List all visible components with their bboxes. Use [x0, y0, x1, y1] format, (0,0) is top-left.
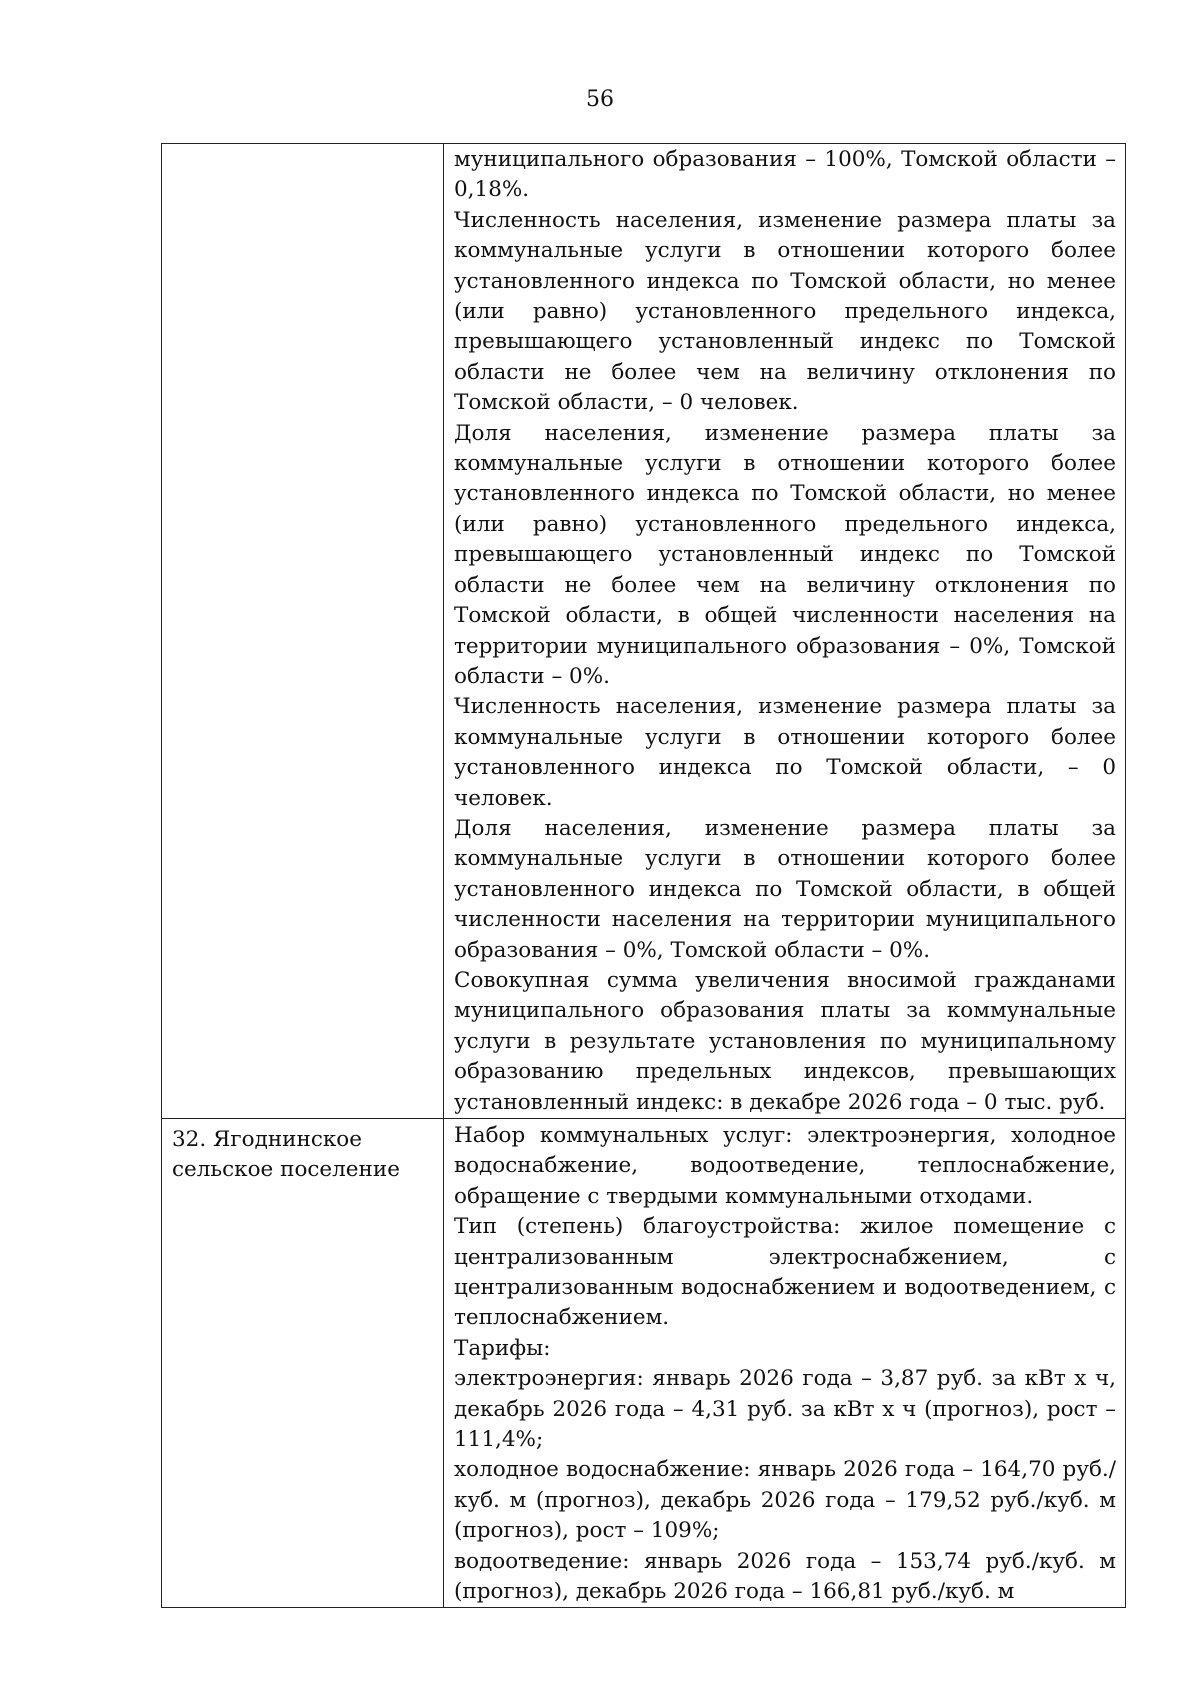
paragraph: Численность населения, изменение размера платы за коммунальные услуги в отношении которого более установленного индекса по Томской области, – 0 человек. [454, 694, 1116, 811]
paragraph: холодное водоснабжение: январь 2026 года – 164,70 руб./куб. м (прогноз), декабрь 2026 года – 179,52 руб./куб. м (прогноз), рост – 109%; [454, 1457, 1116, 1544]
page-number: 56 [586, 87, 614, 112]
paragraph: Совокупная сумма увеличения вносимой гражданами муниципального образования платы за коммунальные услуги в результате установления по муниципальному образованию предельных индексов, превышающих установленный индекс: в декабре 2026 года – 0 тыс. руб. [454, 967, 1116, 1115]
description-text [444, 144, 1125, 1118]
table-cell-municipality [162, 144, 444, 1119]
paragraph: муниципального образования – 100%, Томской области – 0,18%. [454, 147, 1116, 203]
paragraph: Тип (степень) благоустройства: жилое помещение с централизованным электроснабжением, с централизованным водоснабжением и водоотведением, с теплоснабжением. [454, 1214, 1116, 1331]
table-cell-description [444, 144, 1126, 1119]
municipality-name [162, 144, 443, 154]
table-cell-description [444, 1119, 1126, 1608]
content-table [161, 143, 1126, 1608]
paragraph: электроэнергия: январь 2026 года – 3,87 руб. за кВт х ч, декабрь 2026 года – 4,31 руб. за кВт х ч (прогноз), рост – 111,4%; [454, 1366, 1116, 1453]
table-cell-municipality [162, 1119, 444, 1608]
paragraph: водоотведение: январь 2026 года – 153,74 руб./куб. м (прогноз), декабрь 2026 года – 166,81 руб./куб. м [454, 1548, 1116, 1605]
municipality-name: 32. Ягоднинское сельское поселение [172, 1127, 400, 1183]
paragraph: Доля населения, изменение размера платы за коммунальные услуги в отношении которого более установленного индекса по Томской области, в общей численности населения на территории муниципального образования – 0%, Томской области – 0%. [454, 815, 1116, 963]
paragraph: Тарифы: [454, 1335, 551, 1361]
description-text [444, 1119, 1125, 1607]
table-row [162, 144, 1126, 1119]
paragraph: Набор коммунальных услуг: электроэнергия, холодное водоснабжение, водоотведение, теплоснабжение, обращение с твердыми коммунальными отходами. [454, 1123, 1116, 1209]
paragraph: Численность населения, изменение размера платы за коммунальные услуги в отношении которого более установленного индекса по Томской области, но менее (или равно) установленного предельного индекса, превышающего установленный индекс по Томской области не более чем на величину отклонения по Томской области, – 0 человек. [454, 207, 1116, 416]
table-row [162, 1119, 1126, 1608]
paragraph: Доля населения, изменение размера платы за коммунальные услуги в отношении которого более установленного индекса по Томской области, но менее (или равно) установленного предельного индекса, превышающего установленный индекс по Томской области не более чем на величину отклонения по Томской области, в общей численности населения на территории муниципального образования – 0%, Томской области – 0%. [454, 420, 1116, 689]
